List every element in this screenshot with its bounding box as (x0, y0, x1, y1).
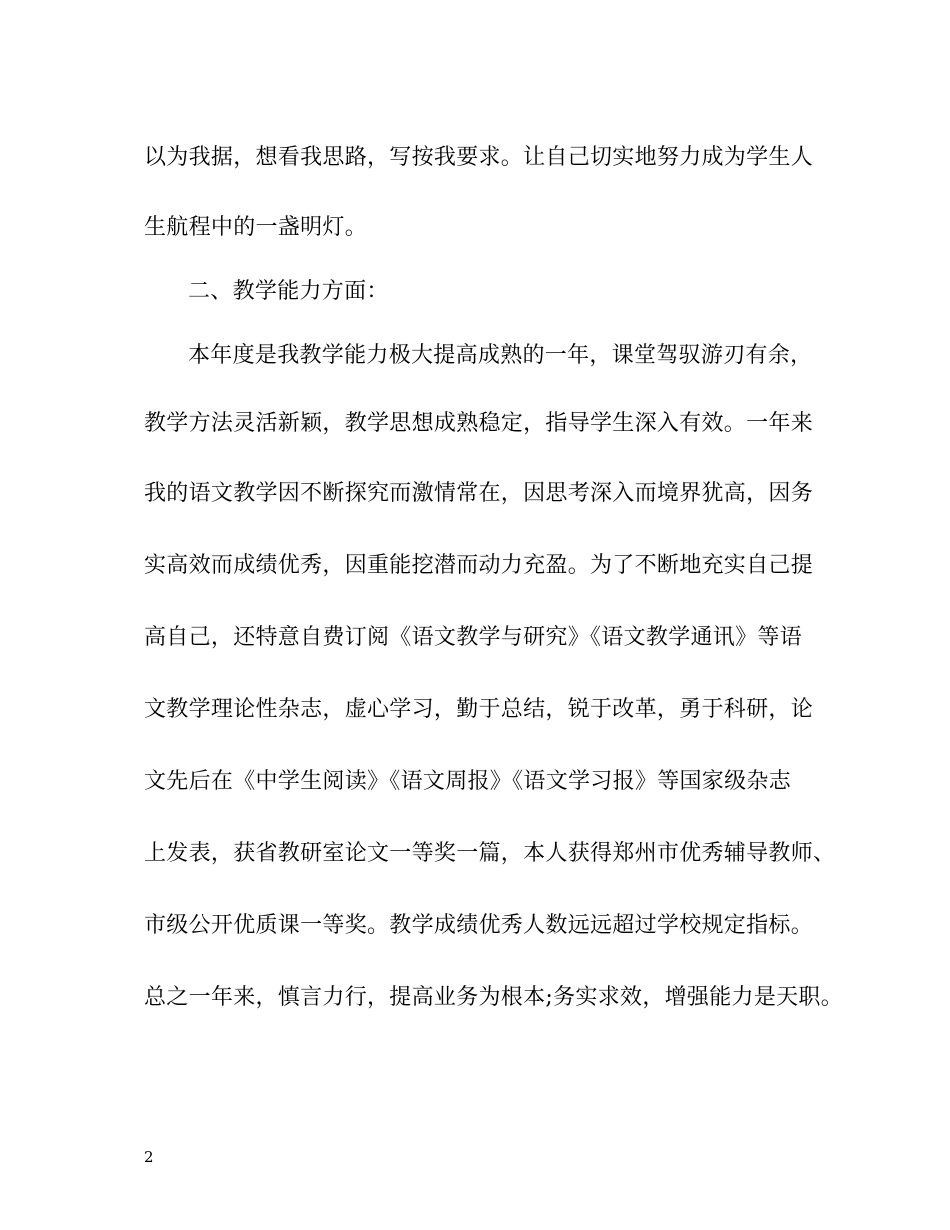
text-line: 上发表，获省教研室论文一等奖一篇，本人获得郑州市优秀辅导教师、 (144, 841, 836, 866)
text-line: 文教学理论性杂志，虚心学习，勤于总结，锐于改革，勇于科研，论 (144, 697, 814, 722)
text-line: 本年度是我教学能力极大提高成熟的一年，课堂驾驭游刃有余， (188, 343, 813, 368)
text-line: 教学方法灵活新颖，教学思想成熟稳定，指导学生深入有效。一年来 (144, 411, 814, 436)
text-line: 我的语文教学因不断探究而激情常在，因思考深入而境界犹高，因务 (144, 481, 814, 506)
text-line: 市级公开优质课一等奖。教学成绩优秀人数远远超过学校规定指标。 (144, 913, 814, 938)
page-number: 2 (144, 1148, 154, 1166)
section-heading: 二、教学能力方面： (188, 279, 389, 304)
text-line: 实高效而成绩优秀，因重能挖潜而动力充盈。为了不断地充实自己提 (144, 553, 814, 578)
text-line: 总之一年来，慎言力行，提高业务为根本;务实求效，增强能力是天职。 (144, 985, 844, 1010)
text-line: 高自己，还特意自费订阅《语文教学与研究》《语文教学通讯》等语 (144, 625, 803, 650)
text-line: 生航程中的一盏明灯。 (144, 215, 368, 240)
text-line: 以为我据，想看我思路，写按我要求。让自己切实地努力成为学生人 (144, 145, 814, 170)
text-line: 文先后在《中学生阅读》《语文周报》《语文学习报》等国家级杂志 (144, 769, 792, 794)
